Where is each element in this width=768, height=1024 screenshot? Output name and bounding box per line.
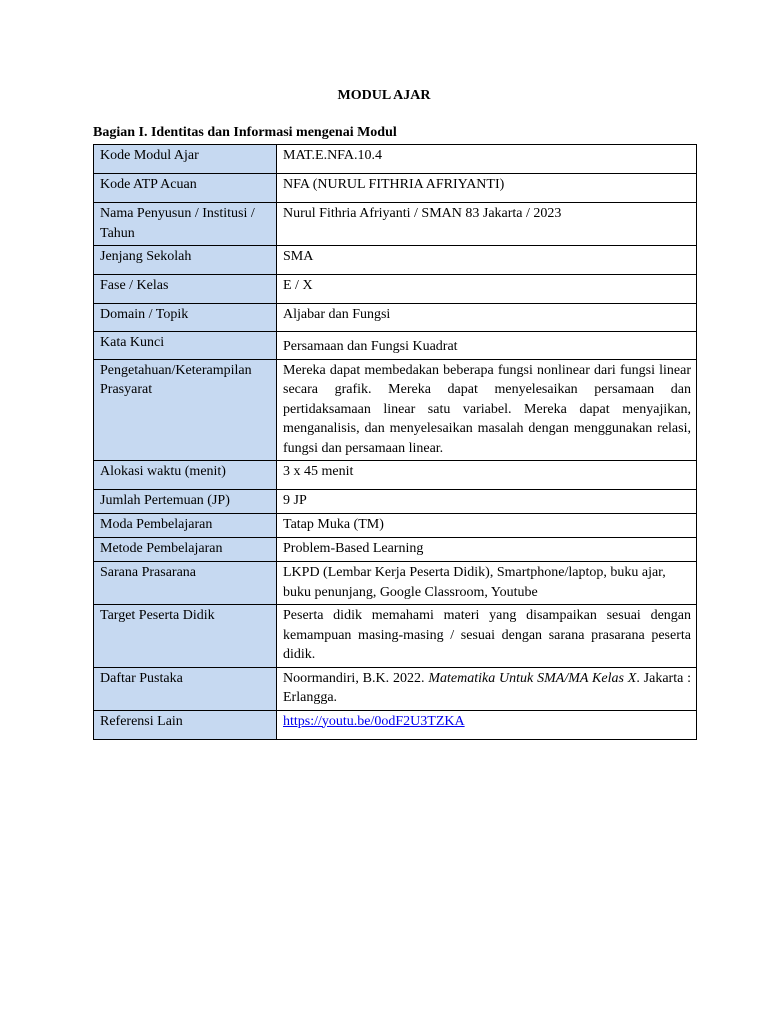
- row-value: Peserta didik memahami materi yang disampaikan sesuai dengan kemampuan masing-masing / sesuai dengan sarana prasarana peserta didik.: [277, 605, 697, 668]
- row-label: Kode ATP Acuan: [94, 174, 277, 203]
- row-value: MAT.E.NFA.10.4: [277, 145, 697, 174]
- row-value-text: Persamaan dan Fungsi Kuadrat: [283, 339, 458, 354]
- row-label: Domain / Topik: [94, 304, 277, 332]
- table-row: [94, 461, 697, 490]
- table-row: [94, 490, 697, 514]
- reference-book-title: Matematika Untuk SMA/MA Kelas X: [428, 670, 637, 686]
- row-label: Alokasi waktu (menit): [94, 461, 277, 490]
- reference-publisher: . Jakarta : Erlangga.: [283, 670, 692, 705]
- document-title: MODUL AJAR: [337, 88, 431, 103]
- row-label: Target Peserta Didik: [94, 605, 277, 668]
- row-label: Kode Modul Ajar: [94, 145, 277, 174]
- row-value: Nurul Fithria Afriyanti / SMAN 83 Jakarta / 2023: [277, 203, 697, 246]
- row-label: Kata Kunci: [94, 332, 277, 360]
- section-heading: Bagian I. Identitas dan Informasi mengenai Modul: [93, 125, 397, 140]
- row-value: [277, 710, 697, 739]
- row-label: Jumlah Pertemuan (JP): [94, 490, 277, 514]
- row-label: Sarana Prasarana: [94, 562, 277, 605]
- table-row: [94, 359, 697, 461]
- row-label: Pengetahuan/Keterampilan Prasyarat: [94, 359, 277, 461]
- row-value: 9 JP: [277, 490, 697, 514]
- table-row: [94, 246, 697, 275]
- row-label: Fase / Kelas: [94, 275, 277, 304]
- table-row: [94, 562, 697, 605]
- row-value: 3 x 45 menit: [277, 461, 697, 490]
- row-value: Problem-Based Learning: [277, 538, 697, 562]
- table-row: [94, 145, 697, 174]
- row-label: Daftar Pustaka: [94, 667, 277, 710]
- table-row: [94, 203, 697, 246]
- module-identity-table: [93, 144, 697, 740]
- table-row: [94, 174, 697, 203]
- row-value: Aljabar dan Fungsi: [277, 304, 697, 332]
- row-label: Metode Pembelajaran: [94, 538, 277, 562]
- row-value: NFA (NURUL FITHRIA AFRIYANTI): [277, 174, 697, 203]
- row-value: [277, 667, 697, 710]
- row-value: LKPD (Lembar Kerja Peserta Didik), Smartphone/laptop, buku ajar, buku penunjang, Google Classroom, Youtube: [277, 562, 697, 605]
- table-row: [94, 538, 697, 562]
- table-row: [94, 275, 697, 304]
- table-row: [94, 304, 697, 332]
- row-value: Tatap Muka (TM): [277, 514, 697, 538]
- row-value: SMA: [277, 246, 697, 275]
- row-label: Nama Penyusun / Institusi / Tahun: [94, 203, 277, 246]
- reference-author: Noormandiri, B.K. 2022.: [283, 670, 425, 686]
- table-row: [94, 332, 697, 360]
- youtube-link[interactable]: https://youtu.be/0odF2U3TZKA: [283, 713, 465, 729]
- table-row: [94, 605, 697, 668]
- table-row: [94, 667, 697, 710]
- table-row: [94, 514, 697, 538]
- row-value: E / X: [277, 275, 697, 304]
- table-row: [94, 710, 697, 739]
- row-value: Mereka dapat membedakan beberapa fungsi nonlinear dari fungsi linear secara grafik. Mereka dapat menyelesaikan persamaan dan pertidaksamaan linear satu variabel. Mereka dapat menyajikan, menganalisis, dan menyelesaikan masalah dengan menggunakan relasi, fungsi dan persamaan linear.: [277, 359, 697, 461]
- row-label: Moda Pembelajaran: [94, 514, 277, 538]
- row-label: Jenjang Sekolah: [94, 246, 277, 275]
- row-value: [277, 332, 697, 360]
- row-label: Referensi Lain: [94, 710, 277, 739]
